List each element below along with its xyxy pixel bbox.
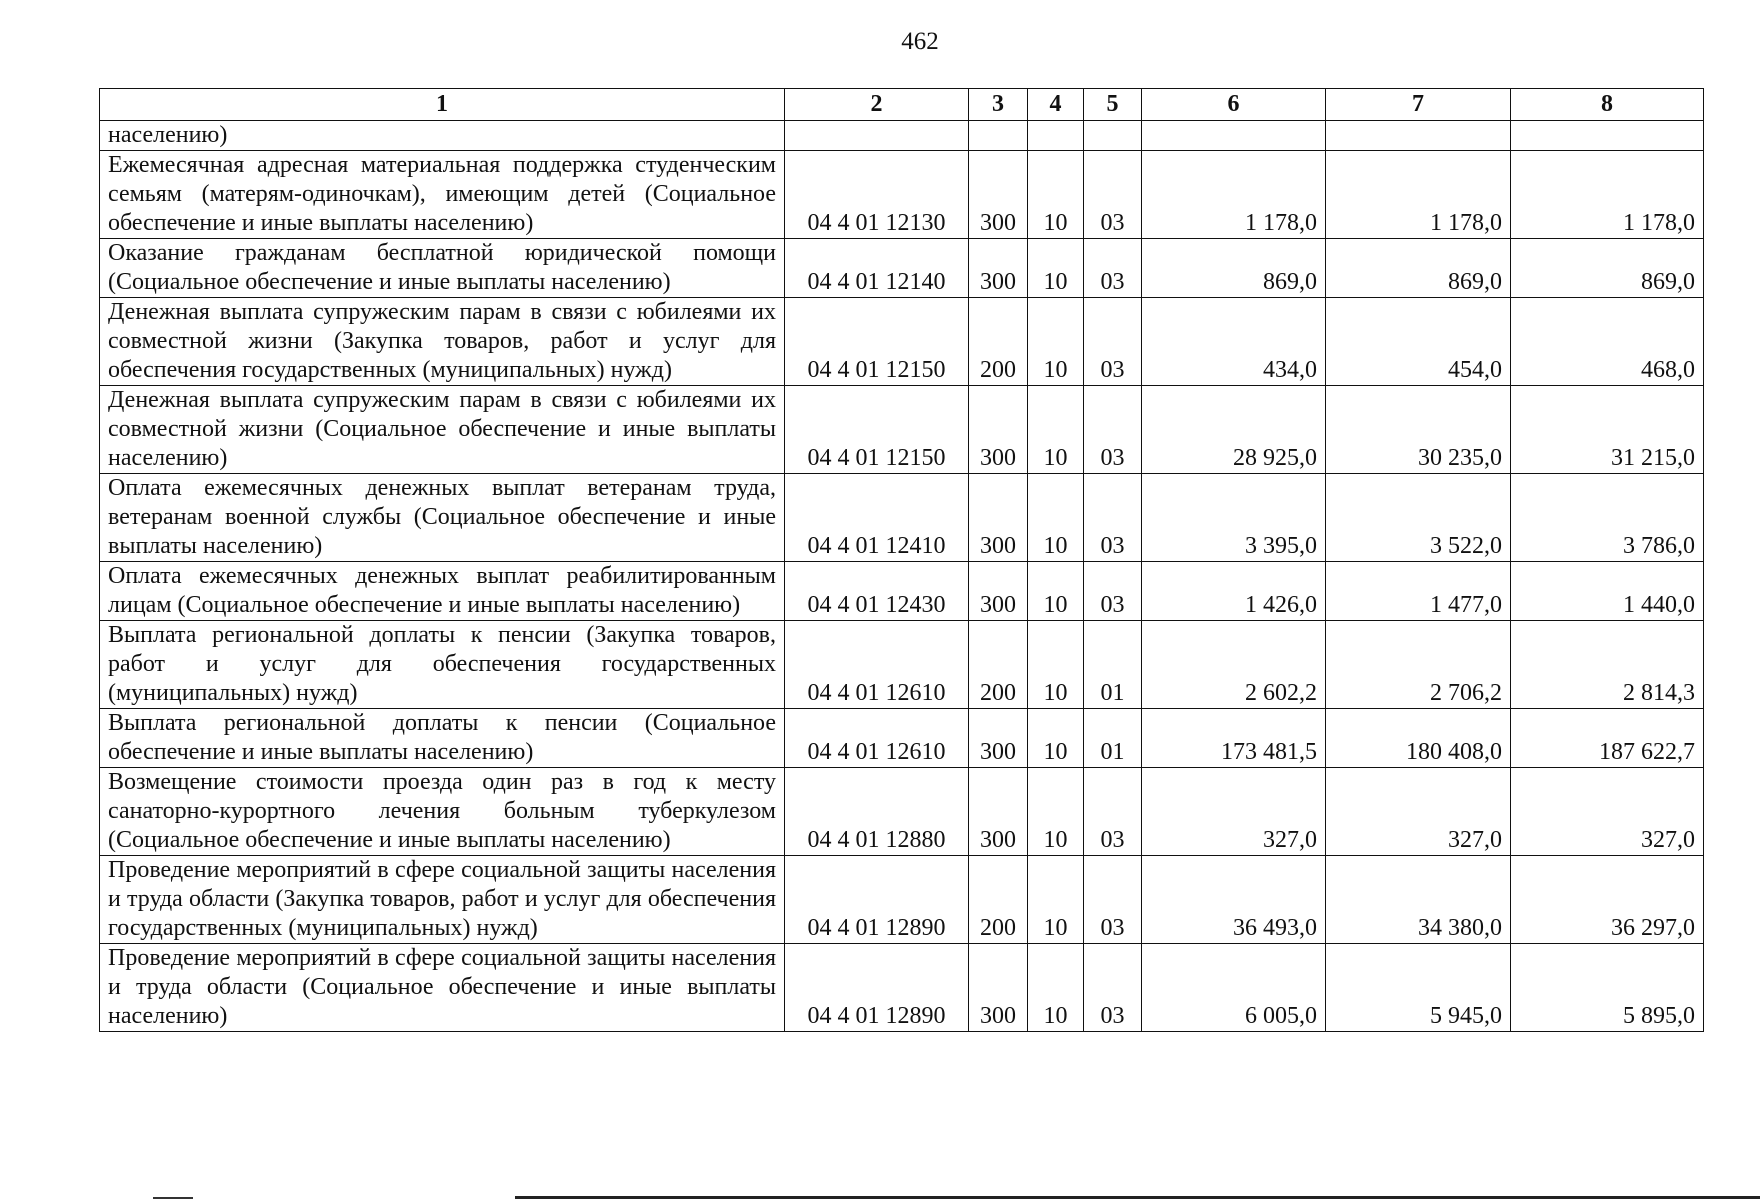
section-cell: 10 — [1028, 151, 1084, 239]
amount-cell: 327,0 — [1511, 768, 1704, 856]
target-code-cell: 04 4 01 12880 — [785, 768, 969, 856]
expense-type-cell: 300 — [969, 709, 1028, 768]
column-header: 6 — [1142, 89, 1326, 121]
target-code-cell: 04 4 01 12610 — [785, 709, 969, 768]
amount-cell: 454,0 — [1326, 298, 1511, 386]
budget-table — [99, 88, 1704, 1032]
amount-cell: 6 005,0 — [1142, 944, 1326, 1032]
expense-type-cell: 300 — [969, 386, 1028, 474]
section-cell: 10 — [1028, 944, 1084, 1032]
section-cell: 10 — [1028, 239, 1084, 298]
target-code-cell: 04 4 01 12150 — [785, 298, 969, 386]
table-row — [100, 121, 1704, 151]
subsection-cell: 01 — [1084, 709, 1142, 768]
amount-cell — [1511, 121, 1704, 151]
table-row — [100, 239, 1704, 298]
header-row — [100, 89, 1704, 121]
amount-cell: 869,0 — [1511, 239, 1704, 298]
amount-cell: 327,0 — [1142, 768, 1326, 856]
section-cell: 10 — [1028, 856, 1084, 944]
amount-cell: 2 706,2 — [1326, 621, 1511, 709]
subsection-cell — [1084, 121, 1142, 151]
amount-cell: 180 408,0 — [1326, 709, 1511, 768]
amount-cell: 31 215,0 — [1511, 386, 1704, 474]
amount-cell: 1 426,0 — [1142, 562, 1326, 621]
amount-cell: 3 395,0 — [1142, 474, 1326, 562]
expense-type-cell: 300 — [969, 151, 1028, 239]
description-cell: Выплата региональной доплаты к пенсии (Социальное обеспечение и иные выплаты населению) — [100, 709, 785, 768]
expense-type-cell — [969, 121, 1028, 151]
amount-cell: 2 814,3 — [1511, 621, 1704, 709]
description-cell: Оказание гражданам бесплатной юридической помощи (Социальное обеспечение и иные выплаты населению) — [100, 239, 785, 298]
description-cell: Проведение мероприятий в сфере социальной защиты населения и труда области (Социальное обеспечение и иные выплаты населению) — [100, 944, 785, 1032]
expense-type-cell: 200 — [969, 621, 1028, 709]
expense-type-cell: 200 — [969, 856, 1028, 944]
amount-cell: 28 925,0 — [1142, 386, 1326, 474]
subsection-cell: 03 — [1084, 239, 1142, 298]
subsection-cell: 03 — [1084, 474, 1142, 562]
expense-type-cell: 300 — [969, 768, 1028, 856]
target-code-cell: 04 4 01 12130 — [785, 151, 969, 239]
column-header: 2 — [785, 89, 969, 121]
subsection-cell: 03 — [1084, 298, 1142, 386]
subsection-cell: 03 — [1084, 768, 1142, 856]
amount-cell: 3 522,0 — [1326, 474, 1511, 562]
target-code-cell: 04 4 01 12150 — [785, 386, 969, 474]
amount-cell: 1 440,0 — [1511, 562, 1704, 621]
column-header: 1 — [100, 89, 785, 121]
amount-cell: 869,0 — [1142, 239, 1326, 298]
table-row — [100, 298, 1704, 386]
column-header: 4 — [1028, 89, 1084, 121]
amount-cell: 3 786,0 — [1511, 474, 1704, 562]
amount-cell: 36 297,0 — [1511, 856, 1704, 944]
table-row — [100, 562, 1704, 621]
amount-cell: 173 481,5 — [1142, 709, 1326, 768]
expense-type-cell: 300 — [969, 474, 1028, 562]
amount-cell: 5 945,0 — [1326, 944, 1511, 1032]
footer-dash — [153, 1197, 193, 1199]
subsection-cell: 03 — [1084, 386, 1142, 474]
expense-type-cell: 200 — [969, 298, 1028, 386]
target-code-cell: 04 4 01 12410 — [785, 474, 969, 562]
table-row — [100, 474, 1704, 562]
amount-cell: 327,0 — [1326, 768, 1511, 856]
amount-cell — [1142, 121, 1326, 151]
subsection-cell: 01 — [1084, 621, 1142, 709]
subsection-cell: 03 — [1084, 151, 1142, 239]
amount-cell: 1 178,0 — [1142, 151, 1326, 239]
page-number: 462 — [901, 28, 939, 55]
table-body — [100, 121, 1704, 1032]
target-code-cell: 04 4 01 12610 — [785, 621, 969, 709]
amount-cell: 5 895,0 — [1511, 944, 1704, 1032]
amount-cell: 1 178,0 — [1511, 151, 1704, 239]
description-cell: Возмещение стоимости проезда один раз в год к месту санаторно-курортного лечения больным туберкулезом (Социальное обеспечение и иные выплаты населению) — [100, 768, 785, 856]
table-row — [100, 621, 1704, 709]
column-header: 8 — [1511, 89, 1704, 121]
description-cell: Оплата ежемесячных денежных выплат реабилитированным лицам (Социальное обеспечение и иные выплаты населению) — [100, 562, 785, 621]
target-code-cell: 04 4 01 12140 — [785, 239, 969, 298]
expense-type-cell: 300 — [969, 562, 1028, 621]
amount-cell: 1 178,0 — [1326, 151, 1511, 239]
description-cell: Проведение мероприятий в сфере социальной защиты населения и труда области (Закупка товаров, работ и услуг для обеспечения государственных (муниципальных) нужд) — [100, 856, 785, 944]
description-cell: Ежемесячная адресная материальная поддержка студенческим семьям (матерям-одиночкам), имеющим детей (Социальное обеспечение и иные выплаты населению) — [100, 151, 785, 239]
target-code-cell: 04 4 01 12890 — [785, 944, 969, 1032]
column-header: 7 — [1326, 89, 1511, 121]
expense-type-cell: 300 — [969, 944, 1028, 1032]
description-cell: Денежная выплата супружеским парам в связи с юбилеями их совместной жизни (Социальное обеспечение и иные выплаты населению) — [100, 386, 785, 474]
table-row — [100, 386, 1704, 474]
column-header: 5 — [1084, 89, 1142, 121]
description-cell: Оплата ежемесячных денежных выплат ветеранам труда, ветеранам военной службы (Социальное обеспечение и иные выплаты населению) — [100, 474, 785, 562]
subsection-cell: 03 — [1084, 856, 1142, 944]
amount-cell: 36 493,0 — [1142, 856, 1326, 944]
description-cell: Выплата региональной доплаты к пенсии (Закупка товаров, работ и услуг для обеспечения государственных (муниципальных) нужд) — [100, 621, 785, 709]
footer-rule — [515, 1196, 1760, 1199]
amount-cell — [1326, 121, 1511, 151]
section-cell: 10 — [1028, 474, 1084, 562]
target-code-cell: 04 4 01 12430 — [785, 562, 969, 621]
table-row — [100, 151, 1704, 239]
section-cell: 10 — [1028, 768, 1084, 856]
amount-cell: 869,0 — [1326, 239, 1511, 298]
amount-cell: 434,0 — [1142, 298, 1326, 386]
section-cell: 10 — [1028, 709, 1084, 768]
table-row — [100, 709, 1704, 768]
section-cell: 10 — [1028, 562, 1084, 621]
amount-cell: 468,0 — [1511, 298, 1704, 386]
description-cell: Денежная выплата супружеским парам в связи с юбилеями их совместной жизни (Закупка товаров, работ и услуг для обеспечения государственных (муниципальных) нужд) — [100, 298, 785, 386]
table-row — [100, 944, 1704, 1032]
section-cell — [1028, 121, 1084, 151]
table-row — [100, 768, 1704, 856]
target-code-cell — [785, 121, 969, 151]
amount-cell: 2 602,2 — [1142, 621, 1326, 709]
amount-cell: 187 622,7 — [1511, 709, 1704, 768]
target-code-cell: 04 4 01 12890 — [785, 856, 969, 944]
section-cell: 10 — [1028, 386, 1084, 474]
column-header: 3 — [969, 89, 1028, 121]
expense-type-cell: 300 — [969, 239, 1028, 298]
subsection-cell: 03 — [1084, 562, 1142, 621]
amount-cell: 1 477,0 — [1326, 562, 1511, 621]
section-cell: 10 — [1028, 298, 1084, 386]
amount-cell: 30 235,0 — [1326, 386, 1511, 474]
subsection-cell: 03 — [1084, 944, 1142, 1032]
table-row — [100, 856, 1704, 944]
section-cell: 10 — [1028, 621, 1084, 709]
amount-cell: 34 380,0 — [1326, 856, 1511, 944]
description-cell: населению) — [100, 121, 785, 151]
